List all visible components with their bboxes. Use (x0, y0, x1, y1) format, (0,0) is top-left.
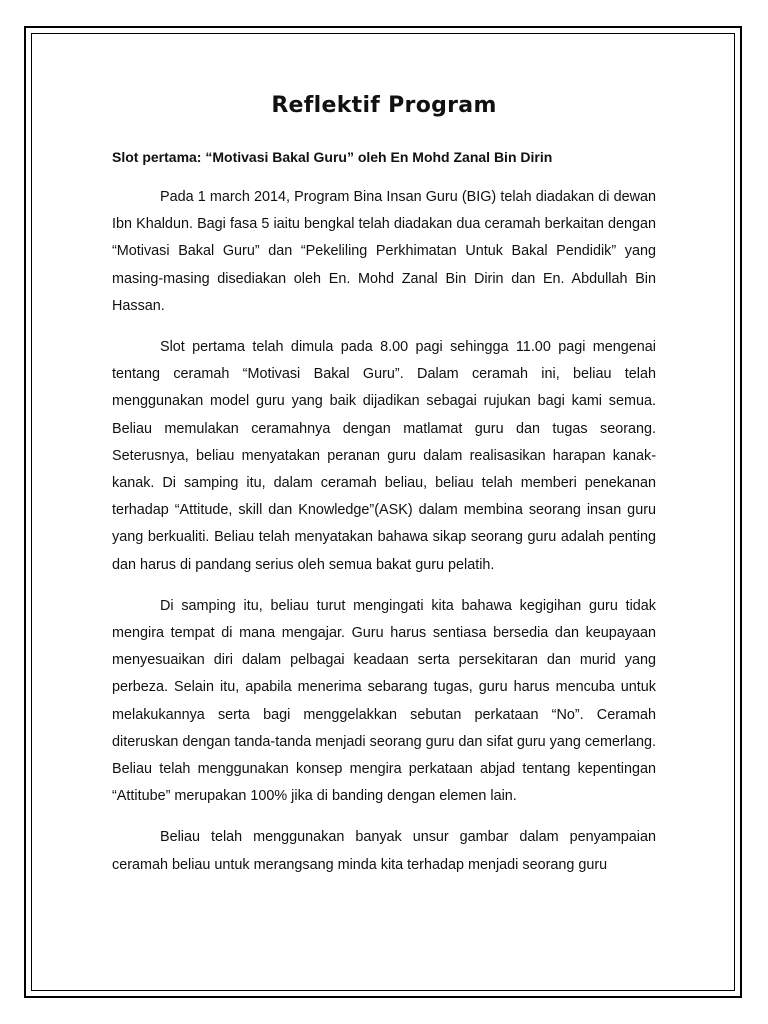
paragraph-1: Pada 1 march 2014, Program Bina Insan Guru (BIG) telah diadakan di dewan Ibn Khaldun. Bagi fasa 5 iaitu bengkal telah diadakan dua ceramah berkaitan dengan “Motivasi Bakal Guru” dan “Pekeliling Perkhimatan Untuk Bakal Pendidik” yang masing-masing disediakan oleh En. Mohd Zanal Bin Dirin dan En. Abdullah Bin Hassan. (112, 189, 656, 314)
paragraph-4: Beliau telah menggunakan banyak unsur gambar dalam penyampaian ceramah beliau untuk merangsang minda kita terhadap menjadi seorang guru (112, 829, 656, 873)
document-body (112, 90, 656, 879)
paragraph-3: Di samping itu, beliau turut mengingati kita bahawa kegigihan guru tidak mengira tempat di mana mengajar. Guru harus sentiasa bersedia dan keupayaan menyesuaikan diri dalam pelbagai keadaan serta persekitaran dan murid yang perbeza. Selain itu, apabila menerima sebarang tugas, guru harus mencuba untuk melakukannya serta bagi menggelakkan sebutan perkataan “No”. Ceramah diteruskan dengan tanda-tanda menjadi seorang guru dan sifat guru yang cemerlang. Beliau telah menggunakan konsep mengira perkataan abjad tentang kepentingan “Attitube” merupakan 100% jika di banding dengan elemen lain. (112, 597, 657, 805)
paragraph-2: Slot pertama telah dimula pada 8.00 pagi sehingga 11.00 pagi mengenai tentang ceramah “Motivasi Bakal Guru”. Dalam ceramah ini, beliau telah menggunakan model guru yang baik dijadikan sebagai rujukan bagi kami semua. Beliau memulakan ceramahnya dengan matlamat guru dan tugas seorang. Seterusnya, beliau menyatakan peranan guru dalam realisasikan harapan kanak-kanak. Di samping itu, dalam ceramah beliau, beliau telah memberi penekanan terhadap “Attitude, skill dan Knowledge”(ASK) dalam membina seorang insan guru yang berkualiti. Beliau telah menyatakan bahawa sikap seorang guru adalah penting dan harus di pandang serius oleh semua bakat guru pelatih. (112, 339, 656, 573)
page-title: Reflektif Program (271, 93, 497, 118)
section-subheading: Slot pertama: “Motivasi Bakal Guru” oleh En Mohd Zanal Bin Dirin (112, 149, 553, 165)
